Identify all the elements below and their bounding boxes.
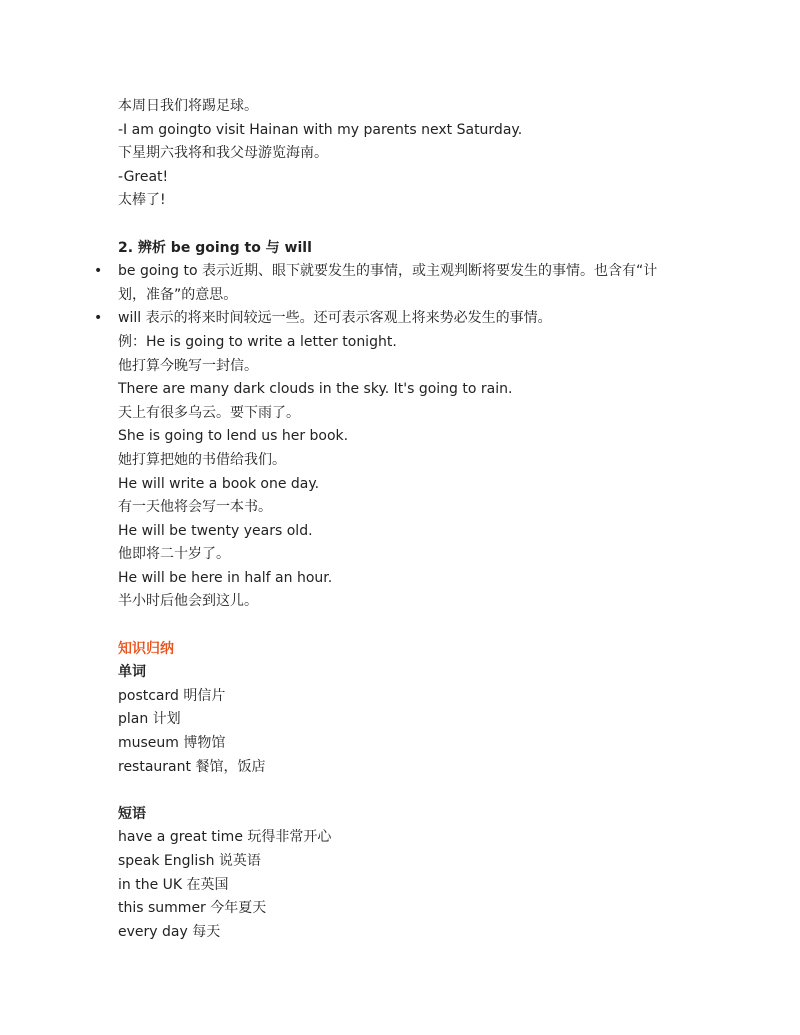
example-line: He will be twenty years old.: [118, 522, 313, 539]
words-list: [118, 685, 718, 779]
phrase-item: have a great time 玩得非常开心: [118, 829, 332, 846]
bullet-dot-icon: •: [94, 263, 103, 280]
intro-line: 下星期六我将和我父母游览海南。: [118, 145, 328, 162]
spacer: [118, 213, 718, 237]
example-line: He will be here in half an hour.: [118, 569, 333, 586]
example-line: 例：He is going to write a letter tonight.: [118, 333, 397, 350]
bullet-item: [94, 260, 718, 307]
section-heading: 2. 辨析 be going to 与 will: [118, 239, 312, 256]
examples-block: [118, 331, 718, 614]
example-line: 他即将二十岁了。: [118, 546, 230, 563]
bullet-text: will 表示的将来时间较远一些。还可表示客观上将来势必发生的事情。: [118, 310, 552, 327]
phrases-heading: 短语: [118, 805, 146, 822]
example-line: 半小时后他会到这儿。: [118, 593, 258, 610]
phrase-item: speak English 说英语: [118, 853, 261, 869]
knowledge-title: 知识归纳: [118, 640, 174, 657]
phrase-item: this summer 今年夏天: [118, 900, 267, 917]
intro-line: 太棒了!: [118, 192, 166, 209]
word-item: museum 博物馆: [118, 735, 226, 752]
word-item: postcard 明信片: [118, 687, 226, 704]
example-line: He will write a book one day.: [118, 475, 320, 492]
intro-line: -Great!: [118, 168, 169, 185]
example-line: There are many dark clouds in the sky. It's going to rain.: [118, 381, 513, 398]
example-line: 他打算今晚写一封信。: [118, 357, 258, 374]
phrase-item: in the UK 在英国: [118, 876, 229, 893]
phrase-item: every day 每天: [118, 923, 221, 940]
word-item: plan 计划: [118, 711, 181, 728]
example-line: She is going to lend us her book.: [118, 428, 349, 445]
spacer: [118, 779, 718, 803]
phrases-list: [118, 826, 718, 944]
bullet-dot-icon: •: [94, 310, 103, 327]
intro-line: -I am goingto visit Hainan with my parents next Saturday.: [118, 121, 523, 138]
word-item: restaurant 餐馆，饭店: [118, 758, 266, 775]
bullet-item: [94, 307, 718, 331]
example-line: 她打算把她的书借给我们。: [118, 451, 286, 468]
bullet-text-continued: 划，准备”的意思。: [118, 286, 238, 303]
bullet-text: be going to 表示近期、眼下就要发生的事情，或主观判断将要发生的事情。也含有“计: [118, 263, 658, 280]
example-line: 有一天他将会写一本书。: [118, 499, 272, 516]
example-line: 天上有很多乌云。要下雨了。: [118, 404, 300, 421]
intro-line: 本周日我们将踢足球。: [118, 98, 258, 114]
intro-block: [118, 95, 718, 213]
document-page: [94, 95, 718, 944]
words-heading: 单词: [118, 664, 146, 681]
spacer: [118, 614, 718, 638]
